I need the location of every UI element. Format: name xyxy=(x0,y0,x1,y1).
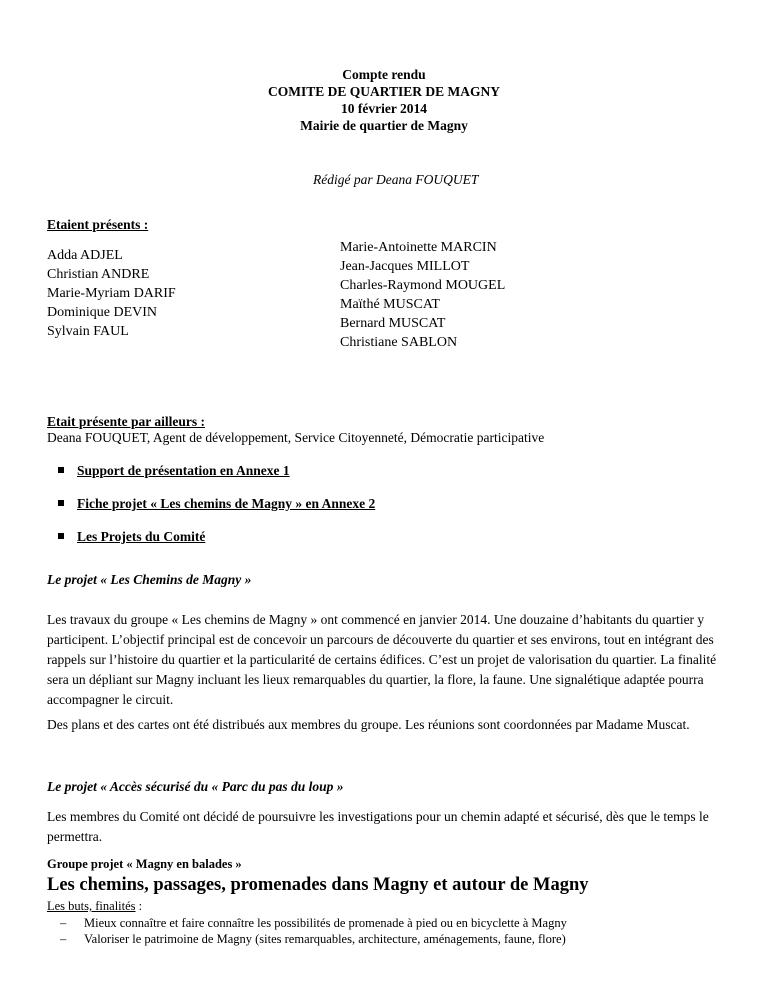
square-bullet-icon xyxy=(58,500,64,506)
bullet-item xyxy=(58,496,375,512)
attendee: Christiane SABLON xyxy=(340,335,458,350)
attendee: Christian ANDRE xyxy=(47,267,150,282)
author-line: Rédigé par Deana FOUQUET xyxy=(313,172,479,187)
attendee: Maïthé MUSCAT xyxy=(340,297,440,312)
square-bullet-icon xyxy=(58,467,64,473)
section-paragraph: Les travaux du groupe « Les chemins de Magny » ont commencé en janvier 2014. Une douzaine d’habitants du quartier y participent. L’objectif principal est de concevoir un parcours de découverte du quartier et ses environs, tout en intégrant des rappels sur l’histoire du quartier et la particularité de certains édifices. C’est un projet de valorisation du quartier. La finalité sera un dépliant sur Magny incluant les lieux remarquables du quartier, la flore, la faune. Une signalétique adaptée pourra accompagner le circuit. xyxy=(47,612,717,707)
square-bullet-icon xyxy=(58,533,64,539)
report-type: Compte rendu xyxy=(342,67,426,82)
document-header xyxy=(0,66,768,134)
committee-name: COMITE DE QUARTIER DE MAGNY xyxy=(267,84,501,99)
group-project-heading: Les chemins, passages, promenades dans Magny et autour de Magny xyxy=(47,875,589,895)
bullet-label: Fiche projet « Les chemins de Magny » en Annexe 2 xyxy=(77,496,376,511)
attendee: Dominique DEVIN xyxy=(47,305,158,320)
bullet-item xyxy=(58,529,205,545)
goal-item: – Valoriser le patrimoine de Magny (sites remarquables, architecture, aménagements, faune, flore) xyxy=(60,932,566,946)
bullet-label: Support de présentation en Annexe 1 xyxy=(77,463,290,478)
section-paragraph: Des plans et des cartes ont été distribués aux membres du groupe. Les réunions sont coordonnées par Madame Muscat. xyxy=(47,717,690,732)
section-title: Le projet « Les Chemins de Magny » xyxy=(47,572,252,587)
section-title: Le projet « Accès sécurisé du « Parc du pas du loup » xyxy=(47,779,344,794)
bullet-label: Les Projets du Comité xyxy=(77,529,206,544)
meeting-date: 10 février 2014 xyxy=(341,101,427,116)
also-present-text: Deana FOUQUET, Agent de développement, Service Citoyenneté, Démocratie participative xyxy=(47,430,545,445)
attendee: Sylvain FAUL xyxy=(47,324,129,339)
group-project-title: Groupe projet « Magny en balades » xyxy=(47,857,242,871)
attendees-left-column xyxy=(47,246,176,341)
attendee: Charles-Raymond MOUGEL xyxy=(340,278,506,293)
meeting-location: Mairie de quartier de Magny xyxy=(300,118,468,133)
attendee: Marie-Antoinette MARCIN xyxy=(340,240,497,255)
goals-label: Les buts, finalités : xyxy=(47,899,143,913)
attendees-title: Etaient présents : xyxy=(47,217,149,232)
bullet-item xyxy=(58,463,290,479)
attendee: Bernard MUSCAT xyxy=(340,316,446,331)
attendee: Adda ADJEL xyxy=(47,248,123,263)
goal-item: – Mieux connaître et faire connaître les possibilités de promenade à pied ou en bicyclette à Magny xyxy=(60,916,567,930)
section-paragraph: Les membres du Comité ont décidé de poursuivre les investigations pour un chemin adapté et sécurisé, dès que le temps le permettra. xyxy=(47,809,709,844)
dash-bullet: – xyxy=(60,916,67,930)
attendee: Jean-Jacques MILLOT xyxy=(340,259,470,274)
also-present-title: Etait présente par ailleurs : xyxy=(47,414,205,429)
attendee: Marie-Myriam DARIF xyxy=(47,286,176,301)
attendees-right-column xyxy=(340,238,505,352)
dash-bullet: – xyxy=(60,932,67,946)
